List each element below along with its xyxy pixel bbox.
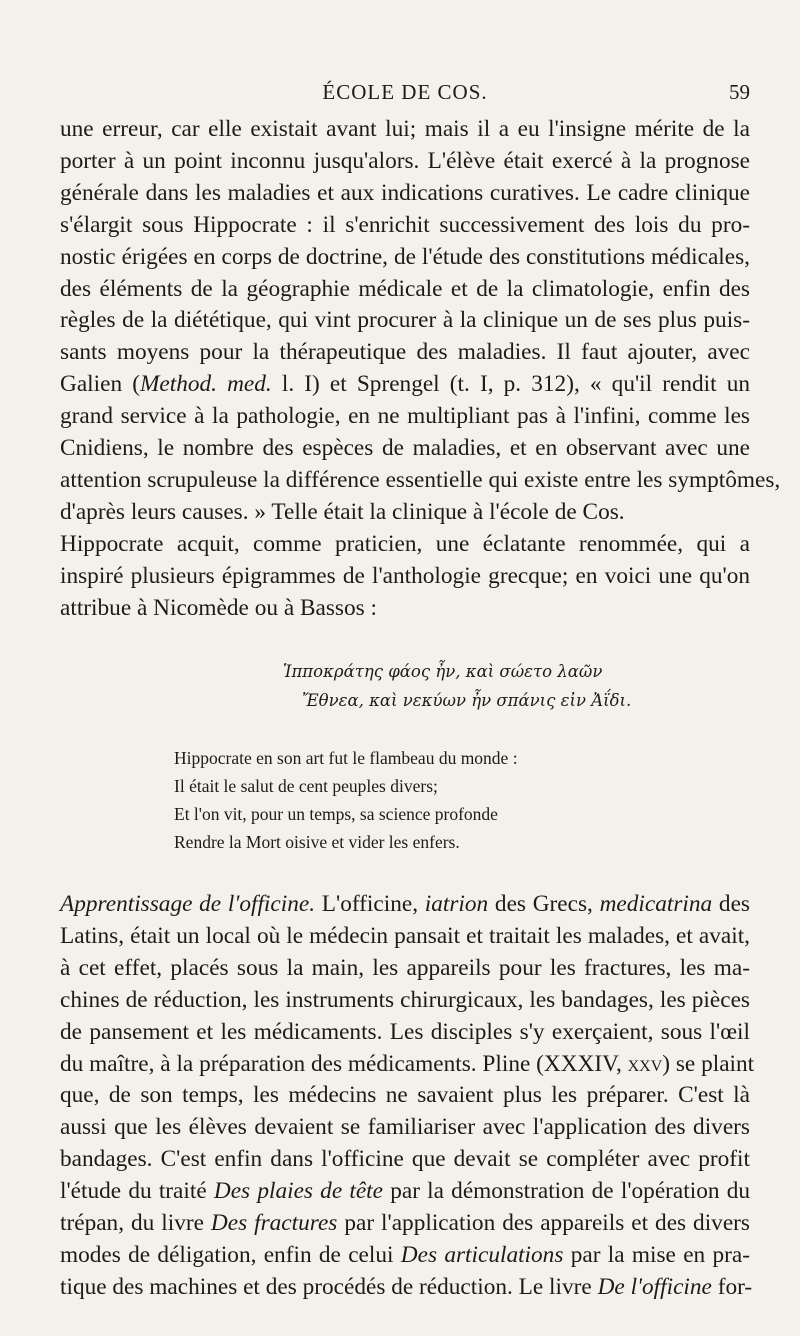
- text-run: du maître, à la préparation des médicaments. Pline (XXXIV,: [60, 1050, 628, 1077]
- text-run: l. I) et Sprengel (t. I, p. 312), « qu'il rendit un: [271, 371, 750, 398]
- page-header: [60, 80, 750, 110]
- running-title: ÉCOLE DE COS.: [322, 80, 488, 104]
- text-line: [60, 529, 750, 561]
- verse-line: Hippocrate en son art fut le flambeau du monde :: [174, 748, 518, 768]
- page-number: 59: [729, 80, 750, 104]
- text-line: attribue à Nicomède ou à Bassos :: [60, 594, 378, 621]
- text-line: [60, 1176, 750, 1208]
- text-run: par la démonstration de l'opération du: [383, 1178, 750, 1205]
- citation-roman-numeral: xxv: [627, 1050, 663, 1077]
- text-run: ) se plaint: [662, 1050, 755, 1077]
- text-line: des éléments de la géographie médicale et de la climatologie, enfin des: [60, 275, 750, 302]
- text-line: porter à un point inconnu jusqu'alors. L'élève était exercé à la prognose: [60, 147, 750, 174]
- text-line: inspiré plusieurs épigrammes de l'anthologie grecque; en voici une qu'on: [60, 562, 750, 589]
- book-title-fractures: Des fractures: [210, 1210, 338, 1237]
- term-iatrion: iatrion: [424, 891, 489, 917]
- text-line: Latins, était un local où le médecin pansait et traitait les malades, et avait,: [60, 922, 750, 949]
- paragraph-officine: [60, 889, 755, 1304]
- text-run: Hippocrate acquit, comme praticien, une éclatante renommée, qui a: [60, 530, 750, 557]
- text-line: règles de la diététique, qui vint procurer à la clinique un de ses plus puis-: [60, 307, 750, 334]
- text-line: [60, 369, 750, 401]
- text-run: L'officine,: [315, 891, 425, 917]
- text-line: Cnidiens, le nombre des espèces de maladies, et en observant avec une: [60, 435, 750, 462]
- text-line: que, de son temps, les médecins ne savaient plus les préparer. C'est là: [60, 1082, 750, 1109]
- text-run: l'étude du traité: [60, 1178, 214, 1205]
- text-run: trépan, du livre: [60, 1210, 211, 1237]
- text-line: [60, 1272, 753, 1304]
- text-run: modes de déligation, enfin de celui: [60, 1241, 401, 1268]
- text-line: générale dans les maladies et aux indications curatives. Le cadre clinique: [60, 179, 750, 206]
- text-line: une erreur, car elle existait avant lui; mais il a eu l'insigne mérite de la: [60, 116, 750, 142]
- text-run: for-: [711, 1273, 753, 1300]
- text-run: tique des machines et des procédés de réduction. Le livre: [60, 1273, 598, 1300]
- text-line: chines de réduction, les instruments chirurgicaux, les bandages, les pièces: [60, 986, 750, 1013]
- text-line: [60, 1240, 750, 1272]
- paragraph-clinique: [60, 114, 781, 529]
- verse-line: Rendre la Mort oisive et vider les enfers.: [174, 832, 460, 852]
- text-run: par la mise en pra-: [563, 1241, 750, 1268]
- paragraph-renommee: [60, 529, 750, 625]
- term-medicatrina: medicatrina: [599, 891, 713, 917]
- verse-line: Il était le salut de cent peuples divers;: [174, 776, 438, 796]
- text-run: des: [712, 891, 750, 917]
- text-line: [60, 1049, 755, 1081]
- citation-method-med: Method. med.: [139, 371, 272, 398]
- text-line: de pansement et les médicaments. Les disciples s'y exerçaient, sous l'œil: [60, 1018, 750, 1045]
- text-line: à cet effet, placés sous la main, les appareils pour les fractures, les ma-: [60, 954, 750, 981]
- verse-line: Et l'on vit, pour un temps, sa science profonde: [174, 804, 498, 824]
- text-line: d'après leurs causes. » Telle était la clinique à l'école de Cos.: [60, 498, 625, 525]
- text-line: s'élargit sous Hippocrate : il s'enrichit successivement des lois du pro-: [60, 211, 750, 238]
- text-line: nostic érigées en corps de doctrine, de l'étude des constitutions médicales,: [60, 243, 750, 270]
- text-line: aussi que les élèves devaient se familiariser avec l'application des divers: [60, 1114, 750, 1141]
- text-run: par l'application des appareils et des divers: [337, 1210, 750, 1237]
- text-line: attention scrupuleuse la différence essentielle qui existe entre les symptômes,: [60, 466, 781, 493]
- greek-epigram-line-2: Ἔθνεα, καὶ νεκύων ἦν σπάνις εἰν Ἀΐδι.: [302, 691, 632, 710]
- text-run: des Grecs,: [488, 891, 600, 917]
- text-line: sants moyens pour la thérapeutique des maladies. Il faut ajouter, avec: [60, 339, 750, 366]
- text-run: Galien (: [60, 371, 140, 398]
- text-line: grand service à la pathologie, en ne multipliant pas à l'infini, comme les: [60, 403, 750, 430]
- text-line: [60, 889, 750, 921]
- book-title-plaies: Des plaies de tête: [213, 1178, 383, 1205]
- book-title-officine: De l'officine: [597, 1273, 712, 1300]
- text-line: bandages. C'est enfin dans l'officine que devait se compléter avec profit: [60, 1146, 750, 1173]
- french-verse: [174, 744, 694, 856]
- greek-epigram-line-1: Ἱπποκράτης φάος ἦν, καὶ σώετο λαῶν: [283, 662, 603, 681]
- body-text-top: [60, 114, 781, 625]
- text-line: [60, 1208, 750, 1240]
- section-heading-officine: Apprentissage de l'officine.: [60, 891, 316, 917]
- book-title-articulations: Des articulations: [400, 1241, 564, 1268]
